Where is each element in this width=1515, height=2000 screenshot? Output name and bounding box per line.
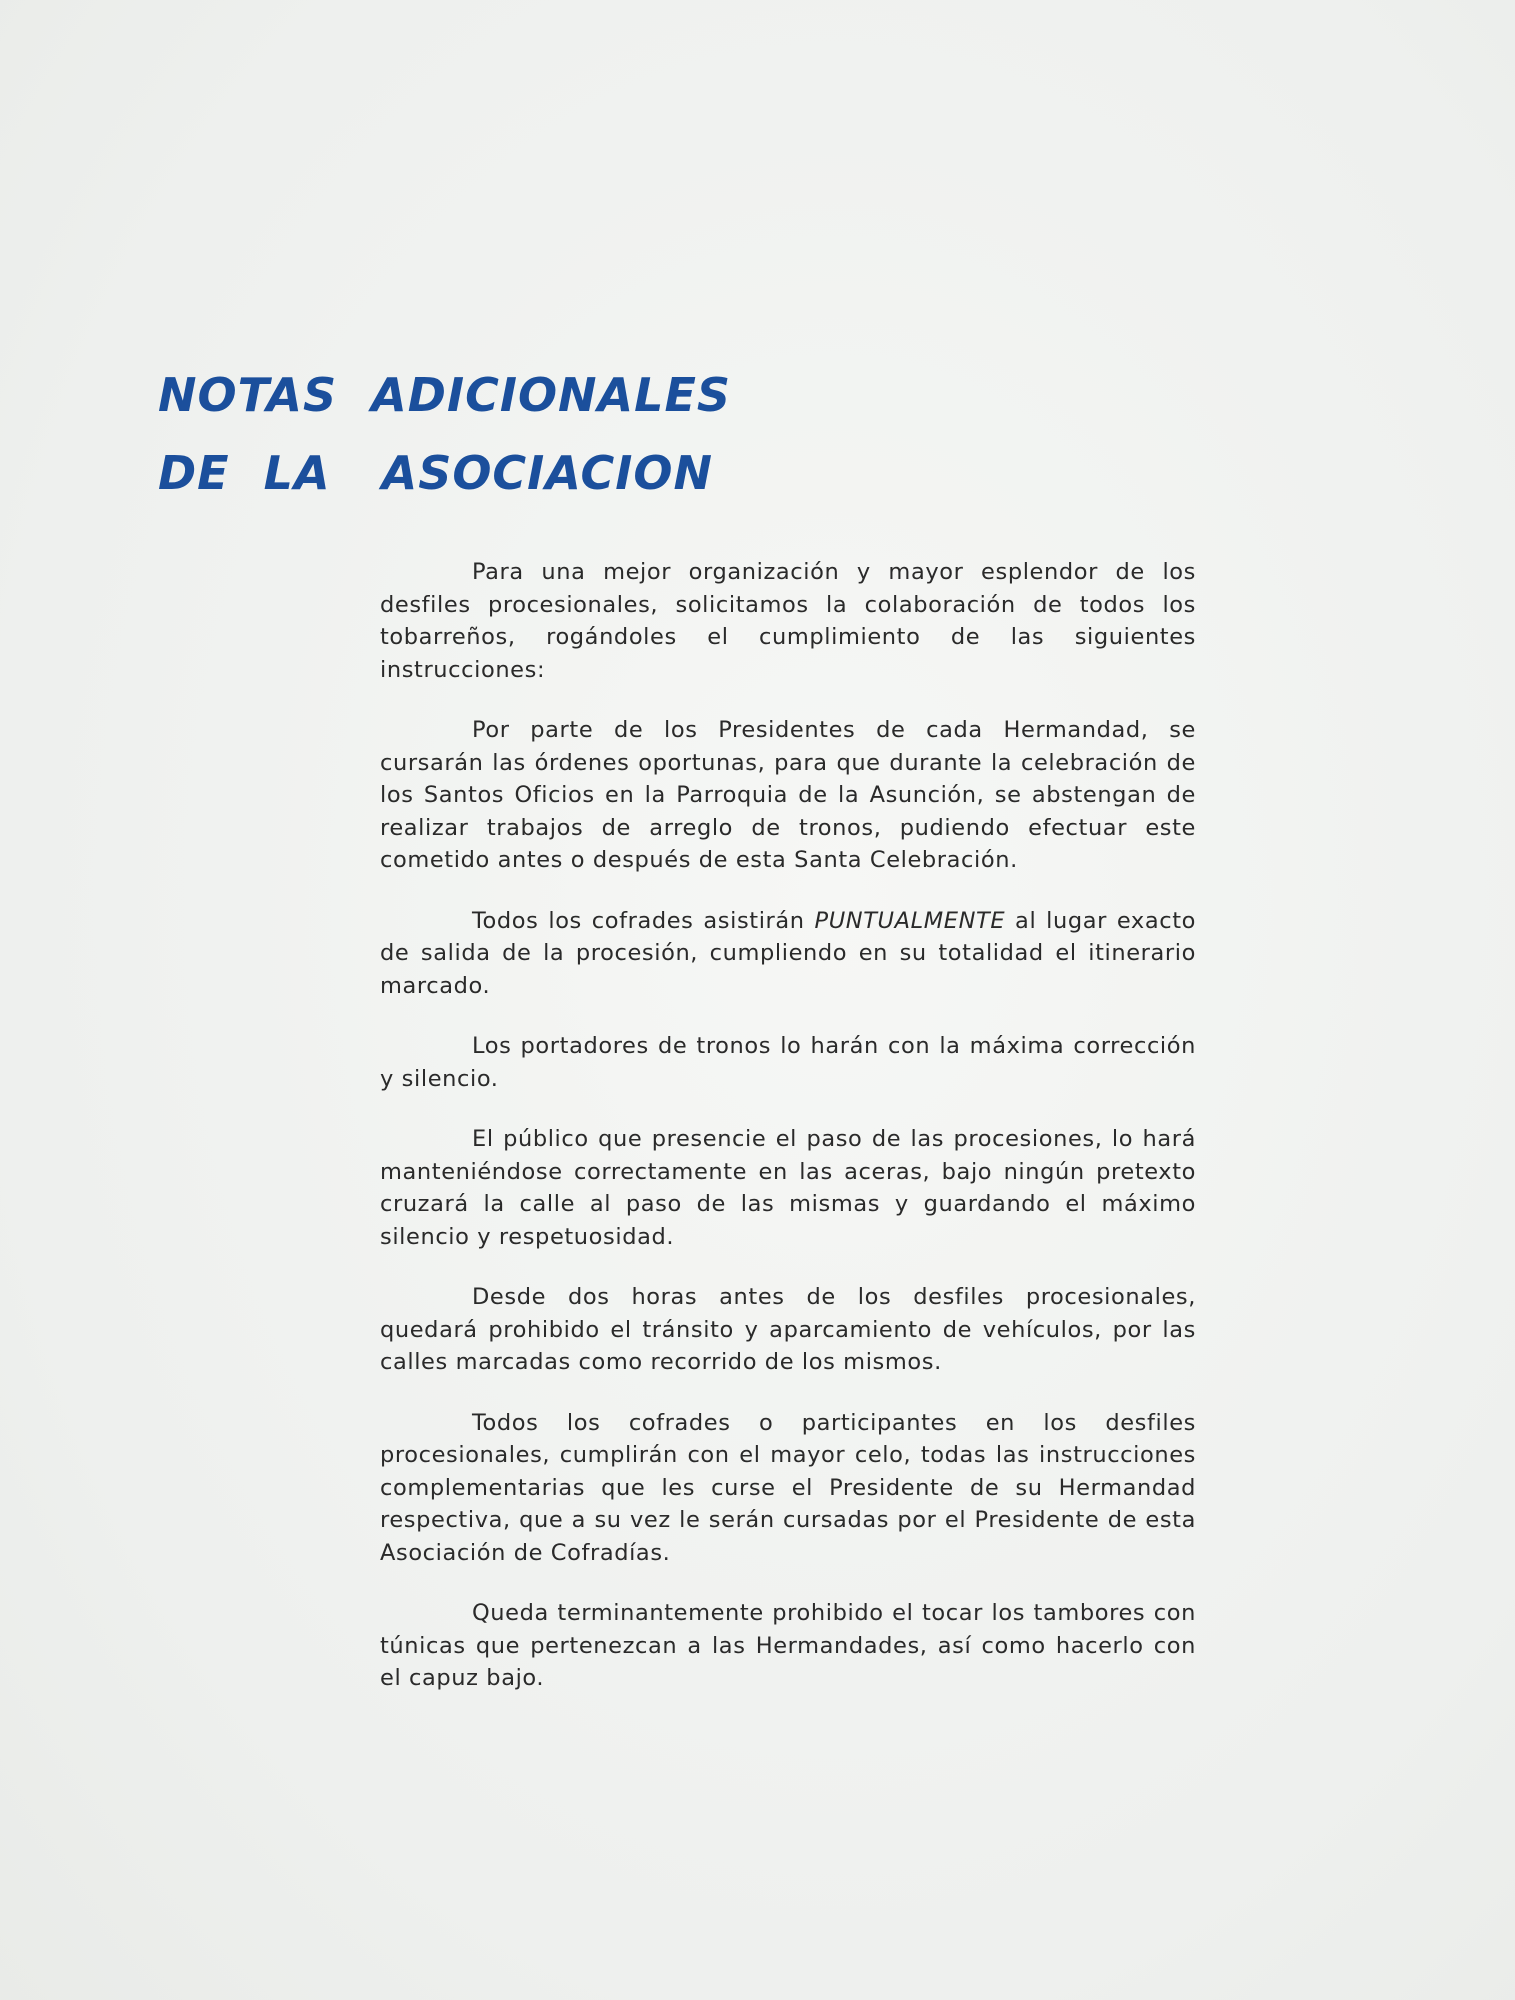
paragraph-cofrades-puntualidad <box>380 905 1196 1003</box>
paragraph-instrucciones: Todos los cofrades o participantes en los desfiles procesionales, cumplirán con el mayor celo, todas las instrucciones complementarias que les curse el Presidente de su Hermandad respectiva, que a su vez le serán cursadas por el Presidente de esta Asociación de Cofradías. <box>380 1409 1196 1566</box>
paragraph-intro: Para una mejor organización y mayor esplendor de los desfiles procesionales, solicitamos la colaboración de todos los tobarreños, rogándoles el cumplimiento de las siguientes instrucciones: <box>380 559 1196 683</box>
paragraph-portadores: Los portadores de tronos lo harán con la máxima corrección y silencio. <box>380 1033 1196 1092</box>
paragraph-publico: El público que presencie el paso de las procesiones, lo hará manteniéndose correctamente en las aceras, bajo ningún pretexto cruzará la calle al paso de las mismas y guardando el máximo silencio y respetuosidad. <box>380 1126 1196 1250</box>
paragraph-presidentes: Por parte de los Presidentes de cada Hermandad, se cursarán las órdenes oportunas, para que durante la celebración de los Santos Oficios en la Parroquia de la Asunción, se abstengan de realizar trabajos de arreglo de tronos, pudiendo efectuar este cometido antes o después de esta Santa Celebración. <box>380 717 1196 873</box>
page-title <box>158 356 731 512</box>
emphasis-text: PUNTUALMENTE <box>814 907 1006 934</box>
paragraph-transito: Desde dos horas antes de los desfiles procesionales, quedará prohibido el tránsito y aparcamiento de vehículos, por las calles marcadas como recorrido de los mismos. <box>380 1284 1196 1375</box>
title-line-1: NOTAS ADICIONALES <box>158 368 732 422</box>
paragraph-text: Todos los cofrades asistirán <box>472 907 815 934</box>
body-text <box>380 556 1196 1695</box>
paragraph-tambores: Queda terminantemente prohibido el tocar los tambores con túnicas que pertenezcan a las Hermandades, así como hacerlo con el capuz bajo. <box>380 1600 1196 1691</box>
title-line-2: DE LA ASOCIACION <box>158 446 713 500</box>
paragraph-text: al lugar exacto de salida de la procesión, cumpliendo en su totalidad el itinerario marcado. <box>380 907 1196 999</box>
